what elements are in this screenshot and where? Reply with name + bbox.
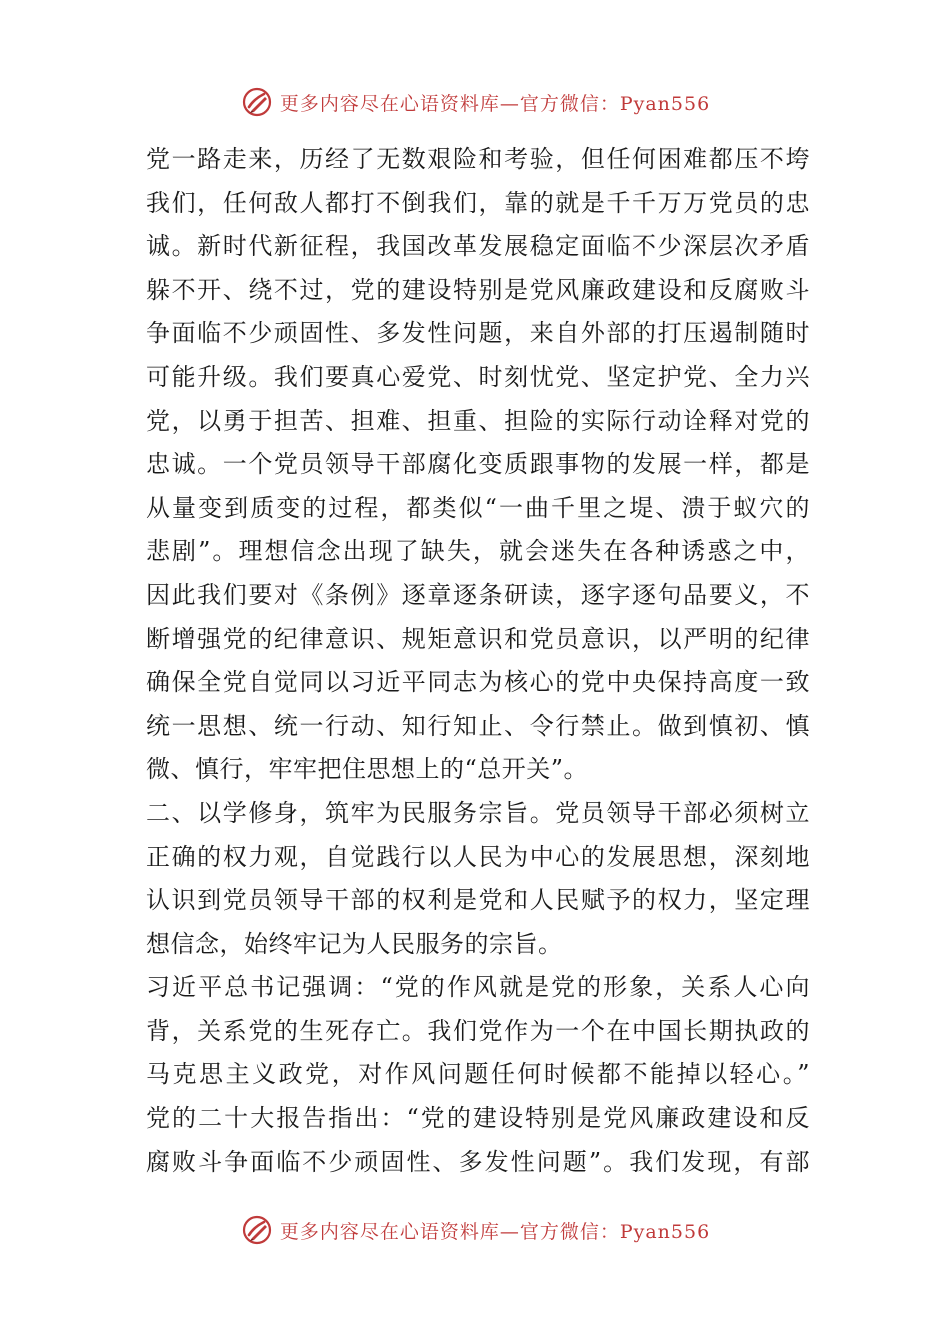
text-line: 我们，任何敌人都打不倒我们，靠的就是千千万万党员的忠 bbox=[146, 188, 810, 217]
paragraph-2 bbox=[146, 792, 810, 966]
pen-circle-logo-icon bbox=[240, 1213, 274, 1247]
text-line: 党，以勇于担苦、担难、担重、担险的实际行动诠释对党的 bbox=[146, 406, 810, 435]
text-line: 诚。新时代新征程，我国改革发展稳定面临不少深层次矛盾 bbox=[146, 232, 810, 261]
text-line: 习近平总书记强调：“党的作风就是党的形象，关系人心向 bbox=[146, 973, 810, 1002]
text-line: 争面临不少顽固性、多发性问题，来自外部的打压遏制随时 bbox=[146, 319, 810, 348]
text-line: 党一路走来，历经了无数艰险和考验，但任何困难都压不垮 bbox=[146, 145, 810, 173]
header-banner-text: 更多内容尽在心语资料库—官方微信：Pyan556 bbox=[279, 92, 711, 115]
paragraph-4 bbox=[146, 1097, 810, 1184]
text-line: 确保全党自觉同以习近平同志为核心的党中央保持高度一致 bbox=[146, 668, 810, 697]
text-line: 正确的权力观，自觉践行以人民为中心的发展思想，深刻地 bbox=[146, 842, 810, 871]
header-banner bbox=[0, 82, 950, 122]
text-line: 党的二十大报告指出：“党的建设特别是党风廉政建设和反 bbox=[146, 1104, 810, 1133]
text-line: 二、以学修身，筑牢为民服务宗旨。党员领导干部必须树立 bbox=[146, 798, 810, 827]
text-line: 统一思想、统一行动、知行知止、令行禁止。做到慎初、慎 bbox=[146, 711, 810, 740]
text-line: 忠诚。一个党员领导干部腐化变质跟事物的发展一样，都是 bbox=[146, 450, 810, 479]
footer-banner bbox=[0, 1210, 950, 1250]
text-line: 想信念，始终牢记为人民服务的宗旨。 bbox=[146, 929, 563, 958]
pen-circle-logo-icon bbox=[240, 85, 274, 119]
text-line: 微、慎行，牢牢把住思想上的“总开关”。 bbox=[146, 755, 589, 784]
text-line: 从量变到质变的过程，都类似“一曲千里之堤、溃于蚁穴的 bbox=[146, 493, 810, 522]
text-line: 躲不开、绕不过，党的建设特别是党风廉政建设和反腐败斗 bbox=[146, 275, 810, 304]
text-line: 可能升级。我们要真心爱党、时刻忧党、坚定护党、全力兴 bbox=[146, 362, 810, 391]
text-line: 悲剧”。理想信念出现了缺失，就会迷失在各种诱惑之中， bbox=[146, 537, 810, 566]
document-body bbox=[146, 138, 810, 1184]
text-line: 马克思主义政党，对作风问题任何时候都不能掉以轻心。” bbox=[146, 1060, 810, 1089]
footer-banner-text: 更多内容尽在心语资料库—官方微信：Pyan556 bbox=[279, 1220, 711, 1243]
paragraph-1 bbox=[146, 138, 810, 792]
text-line: 因此我们要对《条例》逐章逐条研读，逐字逐句品要义，不 bbox=[146, 580, 810, 609]
text-line: 断增强党的纪律意识、规矩意识和党员意识，以严明的纪律 bbox=[146, 624, 810, 653]
text-line: 认识到党员领导干部的权利是党和人民赋予的权力，坚定理 bbox=[146, 886, 810, 915]
text-line: 腐败斗争面临不少顽固性、多发性问题”。我们发现，有部 bbox=[146, 1147, 810, 1176]
paragraph-3 bbox=[146, 966, 810, 1097]
text-line: 背，关系党的生死存亡。我们党作为一个在中国长期执政的 bbox=[146, 1016, 810, 1045]
